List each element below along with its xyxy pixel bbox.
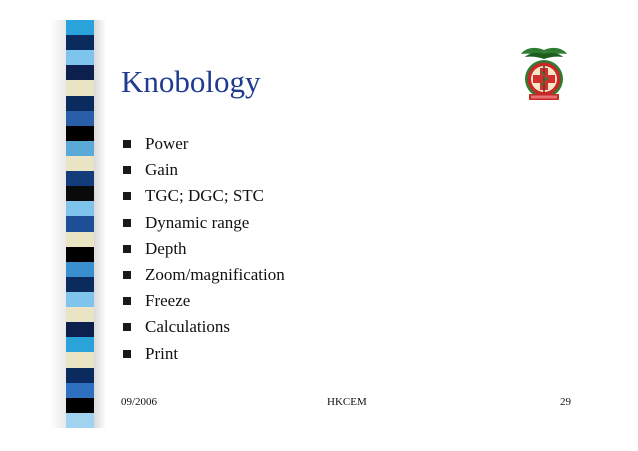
stripe-segment — [66, 96, 94, 111]
bullet-text: Depth — [145, 238, 187, 258]
footer-org: HKCEM — [327, 396, 367, 408]
stripe-segment — [66, 322, 94, 337]
square-bullet-icon — [123, 271, 131, 279]
stripe-segment — [66, 277, 94, 292]
bullet-list — [121, 131, 285, 367]
square-bullet-icon — [123, 166, 131, 174]
bullet-item — [121, 341, 285, 367]
stripe-segment — [66, 126, 94, 141]
stripe-segment — [66, 20, 94, 35]
bullet-item — [121, 157, 285, 183]
stripe-segment — [66, 307, 94, 322]
stripe-segment — [66, 232, 94, 247]
bullet-text: Gain — [145, 160, 179, 180]
stripe-segment — [66, 171, 94, 186]
stripe-segment — [66, 413, 94, 428]
bullet-item — [121, 210, 285, 236]
square-bullet-icon — [123, 297, 131, 305]
stripe-segment — [66, 383, 94, 398]
bullet-item — [121, 288, 285, 314]
stripe-segment — [66, 80, 94, 95]
stripe-segment — [66, 65, 94, 80]
bullet-text: Dynamic range — [145, 212, 250, 232]
stripe-segment — [66, 216, 94, 231]
square-bullet-icon — [123, 350, 131, 358]
bullet-text: Print — [145, 343, 179, 363]
bullet-item — [121, 314, 285, 340]
stripe-segment — [66, 247, 94, 262]
bullet-text: TGC; DGC; STC — [145, 186, 265, 206]
stripe-segment — [66, 35, 94, 50]
footer-date: 09/2006 — [121, 396, 158, 408]
stripe-shadow-right — [94, 20, 106, 428]
stripe-segment — [66, 368, 94, 383]
stripe-segment — [66, 50, 94, 65]
stripe-segment — [66, 186, 94, 201]
stripe-segment — [66, 262, 94, 277]
stripe-segment — [66, 141, 94, 156]
hkcem-crest-icon — [519, 46, 569, 104]
stripe-segment — [66, 156, 94, 171]
bullet-text: Power — [145, 134, 189, 153]
stripe-segment — [66, 292, 94, 307]
stripe-segment — [66, 201, 94, 216]
decorative-stripe-bar — [66, 20, 94, 428]
bullet-item — [121, 131, 285, 157]
square-bullet-icon — [123, 245, 131, 253]
square-bullet-icon — [123, 323, 131, 331]
square-bullet-icon — [123, 192, 131, 200]
bullet-text: Zoom/magnification — [145, 264, 285, 284]
bullet-item — [121, 183, 285, 209]
bullet-item — [121, 262, 285, 288]
bullet-text: Calculations — [145, 317, 230, 337]
stripe-segment — [66, 398, 94, 413]
slide-title: Knobology — [121, 64, 261, 99]
square-bullet-icon — [123, 219, 131, 227]
bullet-text: Freeze — [145, 291, 191, 311]
footer-page-number: 29 — [560, 396, 571, 408]
bullet-item — [121, 236, 285, 262]
square-bullet-icon — [123, 140, 131, 148]
stripe-segment — [66, 111, 94, 126]
stripe-segment — [66, 352, 94, 367]
stripe-segment — [66, 337, 94, 352]
